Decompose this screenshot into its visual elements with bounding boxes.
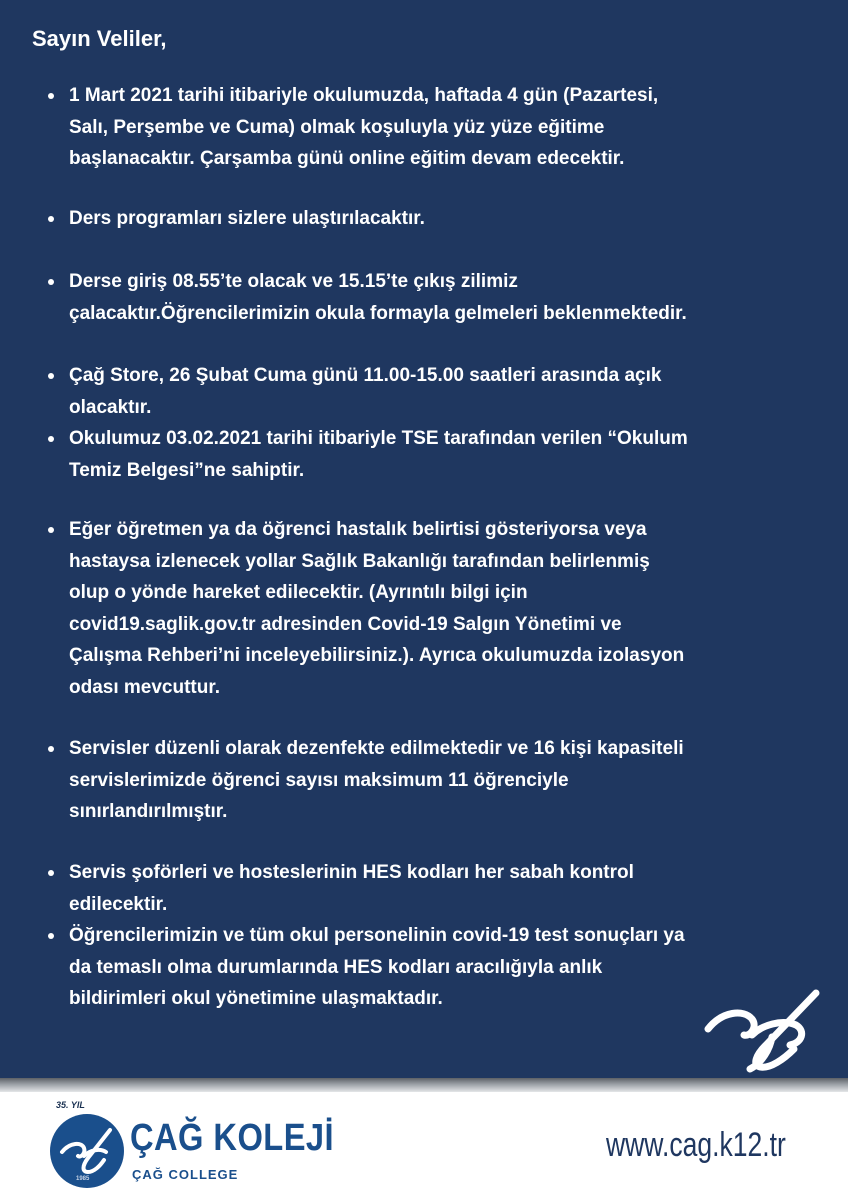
bullet-dot-icon xyxy=(48,527,54,533)
list-item: Okulumuz 03.02.2021 tarihi itibariyle TSE tarafından verilen “Okulum Temiz Belgesi”ne sahiptir. xyxy=(69,423,829,486)
greeting: Sayın Veliler, xyxy=(32,26,167,51)
bullet-dot-icon xyxy=(48,373,54,379)
bullet-dot-icon xyxy=(48,870,54,876)
list-item: Derse giriş 08.55’te olacak ve 15.15’te çıkış zilimiz çalacaktır.Öğrencilerimizin okula formayla gelmeleri beklenmektedir. xyxy=(69,266,829,329)
list-item: Servisler düzenli olarak dezenfekte edilmektedir ve 16 kişi kapasiteli servislerimizde öğrenci sayısı maksimum 11 öğrenciyle sınırlandırılmıştır. xyxy=(69,733,829,828)
website-link[interactable]: www.cag.k12.tr xyxy=(606,1126,786,1164)
list-item: Çağ Store, 26 Şubat Cuma günü 11.00-15.00 saatleri arasında açık olacaktır. xyxy=(69,360,829,423)
bullet-dot-icon xyxy=(48,933,54,939)
bullet-dot-icon xyxy=(48,279,54,285)
brand-subtitle: ÇAĞ COLLEGE xyxy=(132,1167,239,1182)
school-logo xyxy=(50,1097,335,1192)
divider xyxy=(0,1078,848,1092)
anniversary-label: 35. YIL xyxy=(56,1100,85,1110)
school-seal xyxy=(50,1114,124,1188)
list-item: Ders programları sizlere ulaştırılacaktır. xyxy=(69,203,829,235)
cag-monogram-icon xyxy=(700,985,830,1075)
list-item: Eğer öğretmen ya da öğrenci hastalık belirtisi gösteriyorsa veya hastaysa izlenecek yollar Sağlık Bakanlığı tarafından belirlenmiş olup o yönde hareket edilecektir. (Ayrıntılı bilgi için covid19.saglik.gov.tr adresinden Covid-19 Salgın Yönetimi ve Çalışma Rehberi’ni inceleyebilirsiniz.). Ayrıca okulumuzda izolasyon odası mevcuttur. xyxy=(69,514,829,703)
list-item: Servis şoförleri ve hosteslerinin HES kodları her sabah kontrol edilecektir. xyxy=(69,857,829,920)
bullet-dot-icon xyxy=(48,216,54,222)
seal-year: 1985 xyxy=(76,1176,90,1182)
list-item: 1 Mart 2021 tarihi itibariyle okulumuzda, haftada 4 gün (Pazartesi, Salı, Perşembe ve Cuma) olmak koşuluyla yüz yüze eğitime başlanacaktır. Çarşamba günü online eğitim devam edecektir. xyxy=(69,80,829,175)
list-item: Öğrencilerimizin ve tüm okul personelinin covid-19 test sonuçları ya da temaslı olma durumlarında HES kodları aracılığıyla anlık bildirimleri okul yönetimine ulaşmaktadır. xyxy=(69,920,829,1015)
bullet-dot-icon xyxy=(48,746,54,752)
brand-name: ÇAĞ KOLEJİ xyxy=(130,1117,335,1159)
bullet-dot-icon xyxy=(48,93,54,99)
bullet-dot-icon xyxy=(48,436,54,442)
